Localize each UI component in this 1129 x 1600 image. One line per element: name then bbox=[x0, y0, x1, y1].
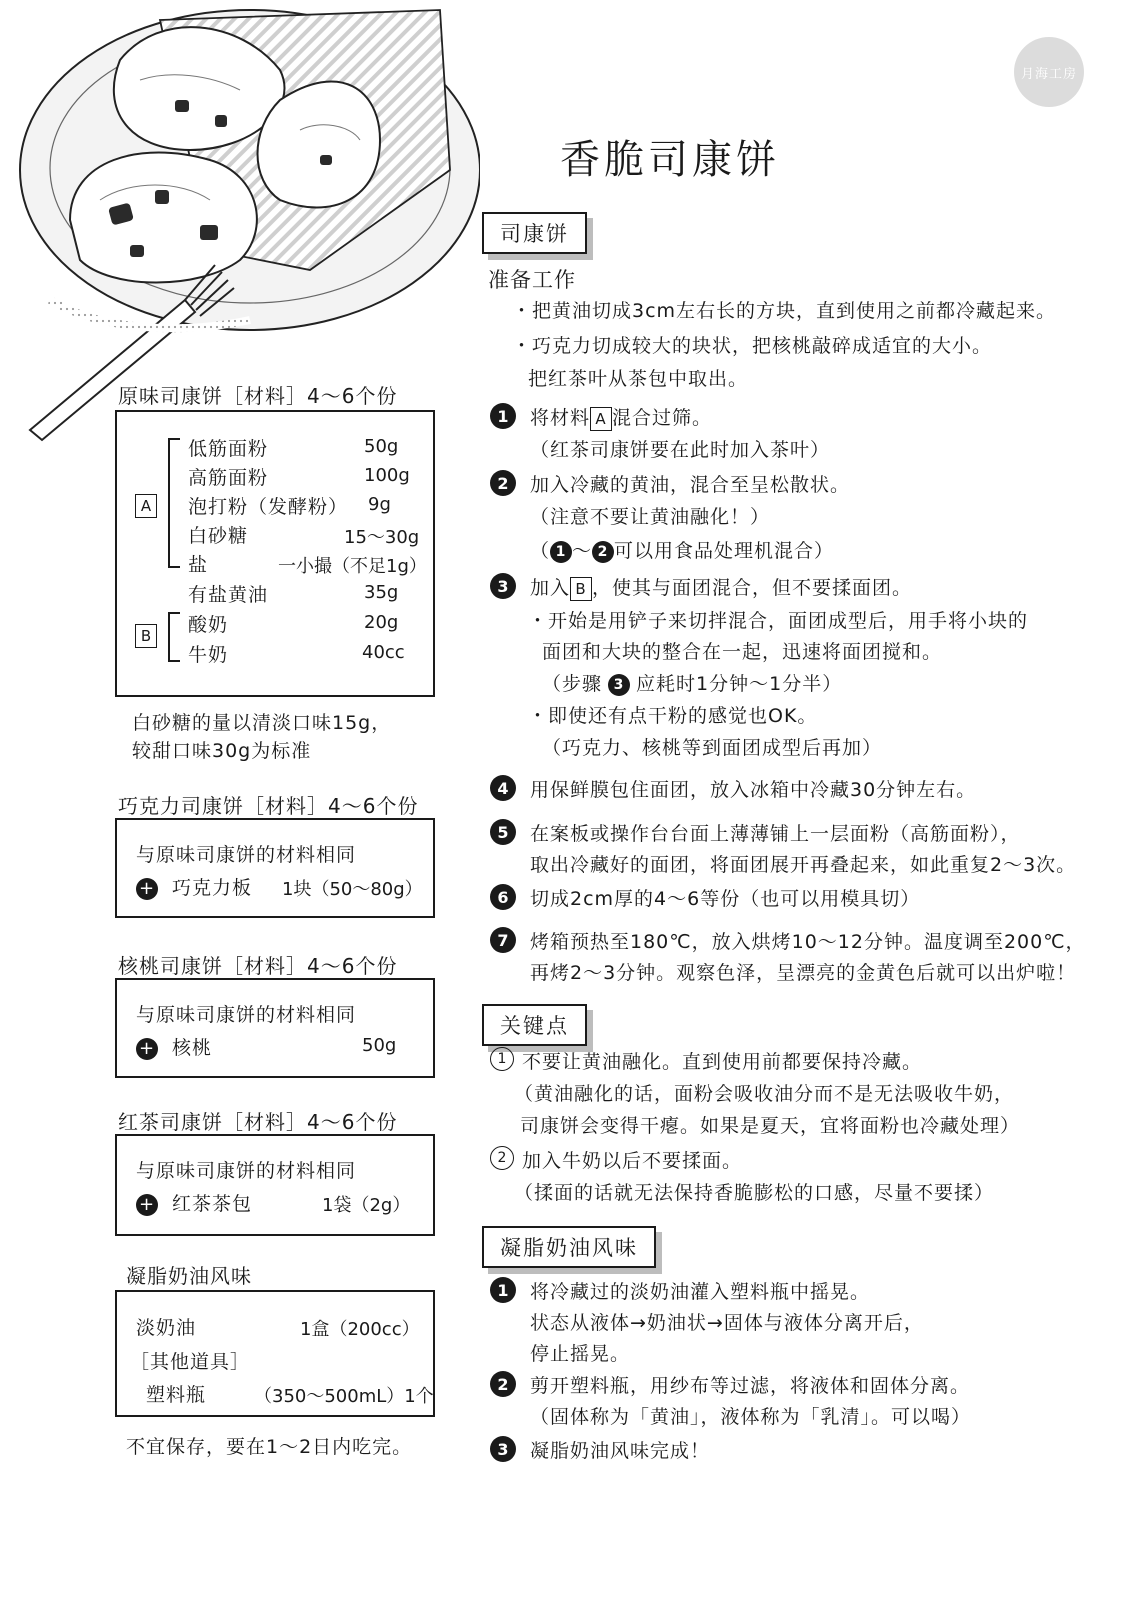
step-number: 2 bbox=[490, 470, 516, 496]
group-a-tag: A bbox=[590, 407, 612, 431]
ingredient-name: 白砂糖 bbox=[188, 525, 249, 547]
tool-amount: （350～500mL）1个 bbox=[254, 1386, 434, 1407]
extra-ingredient-name: 巧克力板 bbox=[172, 877, 253, 899]
same-as-plain-text: 与原味司康饼的材料相同 bbox=[136, 844, 357, 866]
step-text: 用保鲜膜包住面团，放入冰箱中冷藏30分钟左右。 bbox=[530, 779, 977, 801]
key-text: （揉面的话就无法保持香脆膨松的口感，尽量不要揉） bbox=[514, 1182, 995, 1204]
step-text: ・开始是用铲子来切拌混合，面团成型后，用手将小块的 bbox=[528, 610, 1029, 632]
step-number: 3 bbox=[490, 1436, 516, 1462]
same-as-plain-text: 与原味司康饼的材料相同 bbox=[136, 1004, 357, 1026]
plus-icon: + bbox=[136, 1194, 158, 1216]
step-text: 停止摇晃。 bbox=[530, 1343, 631, 1365]
extra-ingredient-amount: 1块（50～80g） bbox=[282, 879, 423, 900]
key-text: （黄油融化的话，面粉会吸收油分而不是无法吸收牛奶， bbox=[514, 1083, 1015, 1105]
ingredient-amount: 20g bbox=[364, 612, 399, 633]
ingredient-name: 高筋面粉 bbox=[188, 467, 269, 489]
step-text: （固体称为「黄油」，液体称为「乳清」。可以喝） bbox=[530, 1406, 972, 1428]
other-tools-label: ［其他道具］ bbox=[130, 1351, 251, 1373]
key-text: 司康饼会变得干瘪。如果是夏天，宜将面粉也冷藏处理） bbox=[520, 1115, 1021, 1137]
page-title: 香脆司康饼 bbox=[560, 137, 780, 183]
step-number: 5 bbox=[490, 819, 516, 845]
ingredient-amount: 15～30g bbox=[344, 527, 420, 548]
step-text: （注意不要让黄油融化！） bbox=[530, 506, 771, 528]
prep-line: ・巧克力切成较大的块状，把核桃敲碎成适宜的大小。 bbox=[512, 335, 993, 357]
step-text: 状态从液体→奶油状→固体与液体分离开后， bbox=[530, 1312, 924, 1334]
ingredient-name: 盐 bbox=[188, 554, 209, 576]
clotted-cream-header: 凝脂奶油风味 bbox=[126, 1264, 252, 1288]
same-as-plain-text: 与原味司康饼的材料相同 bbox=[136, 1160, 357, 1182]
cream-ingredient-name: 淡奶油 bbox=[136, 1317, 197, 1339]
plus-icon: + bbox=[136, 878, 158, 900]
step-ref: 2 bbox=[592, 541, 614, 563]
step-text: 将冷藏过的淡奶油灌入塑料瓶中摇晃。 bbox=[530, 1281, 871, 1303]
storage-note: 不宜保存，要在1～2日内吃完。 bbox=[126, 1436, 413, 1458]
tea-scone-box bbox=[115, 1134, 435, 1236]
sugar-note: 白砂糖的量以清淡口味15g， bbox=[132, 712, 392, 734]
ingredient-amount: 50g bbox=[364, 436, 399, 457]
key-number: 1 bbox=[490, 1047, 514, 1071]
extra-ingredient-amount: 50g bbox=[362, 1035, 397, 1056]
sugar-note: 较甜口味30g为标准 bbox=[132, 740, 312, 762]
step-text: 取出冷藏好的面团，将面团展开再叠起来，如此重复2～3次。 bbox=[530, 854, 1077, 876]
step-text: 加入冷藏的黄油，混合至呈松散状。 bbox=[530, 474, 851, 496]
group-b-bracket bbox=[168, 612, 180, 662]
ingredient-amount: 9g bbox=[368, 494, 391, 515]
section-tab-scone: 司康饼 bbox=[482, 212, 587, 254]
step-text: 在案板或操作台台面上薄薄铺上一层面粉（高筋面粉）， bbox=[530, 823, 1021, 845]
cream-ingredient-amount: 1盒（200cc） bbox=[300, 1319, 420, 1340]
step-text: 凝脂奶油风味完成！ bbox=[530, 1440, 711, 1462]
ingredient-name: 酸奶 bbox=[188, 614, 229, 636]
ingredient-amount: 40cc bbox=[362, 642, 405, 663]
step-text: 剪开塑料瓶，用纱布等过滤，将液体和固体分离。 bbox=[530, 1375, 971, 1397]
publisher-badge: 月海工房 bbox=[1014, 37, 1084, 107]
group-a-bracket bbox=[168, 438, 180, 568]
step-text: （步骤 3 应耗时1分钟～1分半） bbox=[542, 673, 843, 695]
step-number: 4 bbox=[490, 775, 516, 801]
step-text: 面团和大块的整合在一起，迅速将面团搅和。 bbox=[542, 641, 943, 663]
ingredient-amount: 100g bbox=[364, 465, 410, 486]
step-text: （红茶司康饼要在此时加入茶叶） bbox=[530, 439, 831, 461]
extra-ingredient bbox=[136, 1189, 252, 1216]
step-number: 1 bbox=[490, 1277, 516, 1303]
extra-ingredient-amount: 1袋（2g） bbox=[322, 1195, 411, 1216]
ingredient-name: 泡打粉（发酵粉） bbox=[188, 496, 349, 518]
step-number: 2 bbox=[490, 1371, 516, 1397]
group-b-label: B bbox=[135, 624, 157, 648]
step-number: 1 bbox=[490, 403, 516, 429]
step-number: 6 bbox=[490, 884, 516, 910]
group-b-tag: B bbox=[570, 577, 592, 601]
group-a-label: A bbox=[135, 494, 157, 518]
prep-line: ・把黄油切成3cm左右长的方块，直到使用之前都冷藏起来。 bbox=[512, 300, 1057, 322]
section-tab-key-points: 关键点 bbox=[482, 1004, 587, 1046]
step-number: 7 bbox=[490, 927, 516, 953]
ingredient-amount: 一小撮（不足1g） bbox=[278, 556, 427, 577]
tea-scone-header: 红茶司康饼［材料］4～6个份 bbox=[118, 1110, 398, 1134]
step-text: ・即使还有点干粉的感觉也OK。 bbox=[528, 705, 818, 727]
key-text: 不要让黄油融化。直到使用前都要保持冷藏。 bbox=[522, 1051, 923, 1073]
key-number: 2 bbox=[490, 1146, 514, 1170]
walnut-scone-box bbox=[115, 978, 435, 1078]
ingredient-name: 低筋面粉 bbox=[188, 438, 269, 460]
walnut-scone-header: 核桃司康饼［材料］4～6个份 bbox=[118, 954, 398, 978]
step-text: 切成2cm厚的4～6等份（也可以用模具切） bbox=[530, 888, 921, 910]
tool-name: 塑料瓶 bbox=[146, 1384, 207, 1406]
step-ref: 3 bbox=[608, 674, 630, 696]
extra-ingredient bbox=[136, 873, 252, 900]
step-ref: 1 bbox=[550, 541, 572, 563]
step-text: 将材料 A 混合过筛。 bbox=[530, 407, 713, 429]
scone-left bbox=[70, 153, 257, 283]
plus-icon: + bbox=[136, 1038, 158, 1060]
step-number: 3 bbox=[490, 573, 516, 599]
extra-ingredient-name: 红茶茶包 bbox=[172, 1193, 253, 1215]
ingredient-name: 有盐黄油 bbox=[188, 584, 269, 606]
step-text: 加入 B ，使其与面团混合，但不要揉面团。 bbox=[530, 577, 913, 599]
choco-scone-box bbox=[115, 818, 435, 918]
prep-title: 准备工作 bbox=[488, 268, 576, 292]
ingredient-name: 牛奶 bbox=[188, 644, 229, 666]
plain-scone-header: 原味司康饼［材料］4～6个份 bbox=[118, 384, 398, 408]
extra-ingredient-name: 核桃 bbox=[172, 1037, 213, 1059]
section-tab-clotted-cream: 凝脂奶油风味 bbox=[482, 1226, 656, 1268]
step-text: （巧克力、核桃等到面团成型后再加） bbox=[542, 737, 883, 759]
choco-scone-header: 巧克力司康饼［材料］4～6个份 bbox=[118, 794, 419, 818]
step-text: 烤箱预热至180℃，放入烘烤10～12分钟。温度调至200℃， bbox=[530, 931, 1086, 953]
step-text: （ 1 ～ 2 可以用食品处理机混合） bbox=[530, 540, 835, 562]
prep-line: 把红茶叶从茶包中取出。 bbox=[528, 368, 749, 390]
ingredient-amount: 35g bbox=[364, 582, 399, 603]
key-text: 加入牛奶以后不要揉面。 bbox=[522, 1150, 743, 1172]
extra-ingredient bbox=[136, 1033, 212, 1060]
step-text: 再烤2～3分钟。观察色泽，呈漂亮的金黄色后就可以出炉啦！ bbox=[530, 962, 1077, 984]
